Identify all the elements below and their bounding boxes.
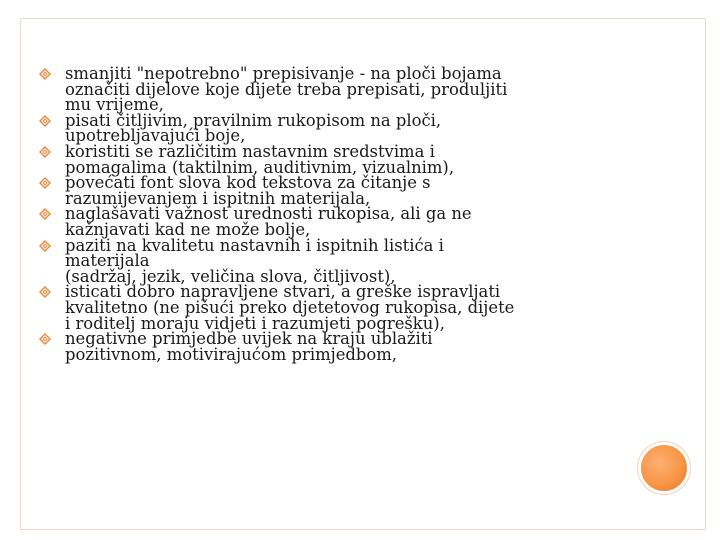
bullet-icon bbox=[39, 333, 51, 345]
slide-content bbox=[38, 66, 628, 362]
list-item bbox=[38, 110, 628, 146]
bullet-icon bbox=[39, 177, 51, 189]
list-item-line: naglašavati važnost urednosti rukopisa, ali ga ne bbox=[65, 204, 472, 224]
list-item-line: koristiti se različitim nastavnim sredstvima i bbox=[65, 141, 435, 161]
list-item-line: kažnjavati kad ne može bolje, bbox=[65, 219, 311, 239]
list-item-line: isticati dobro napravljene stvari, a greške ispravljati bbox=[65, 282, 501, 302]
list-item-line: označiti dijelove koje dijete treba prepisati, produljiti bbox=[65, 79, 508, 99]
list-item-line: i roditelj moraju vidjeti i razumjeti pogrešku), bbox=[65, 313, 445, 333]
list-item-line: paziti na kvalitetu nastavnih i ispitnih listića i bbox=[65, 235, 444, 255]
list-item bbox=[38, 206, 628, 237]
list-item bbox=[38, 235, 628, 286]
bullet-icon bbox=[39, 68, 51, 80]
list-item-line: kvalitetno (ne pišući preko djetetovog rukopisa, dijete bbox=[65, 297, 515, 317]
bullet-icon bbox=[39, 115, 51, 127]
list-item-line: pomagalima (taktilnim, auditivnim, vizualnim), bbox=[65, 157, 455, 177]
list-item-line: negativne primjedbe uvijek na kraju ublažiti bbox=[65, 329, 433, 349]
list-item-line: mu vrijeme, bbox=[65, 95, 164, 115]
list-item-line: smanjiti "nepotrebno" prepisivanje - na ploči bojama bbox=[65, 64, 502, 83]
list-item-line: upotrebljavajući boje, bbox=[65, 126, 246, 146]
bullet-list bbox=[38, 66, 628, 362]
bullet-icon bbox=[39, 208, 51, 220]
bullet-icon bbox=[39, 146, 51, 158]
bullet-icon bbox=[39, 240, 51, 252]
list-item bbox=[38, 175, 628, 206]
list-item-line: povećati font slova kod tekstova za čitanje s bbox=[65, 173, 431, 193]
list-item-line: materijala bbox=[65, 251, 150, 271]
list-item-line: pisati čitljivim, pravilnim rukopisom na ploči, bbox=[65, 110, 442, 130]
list-item bbox=[38, 141, 628, 177]
list-item bbox=[38, 284, 628, 331]
list-item-line: razumijevanjem i ispitnih materijala, bbox=[65, 188, 371, 208]
list-item bbox=[38, 331, 628, 362]
list-item bbox=[38, 66, 628, 113]
list-item-line: pozitivnom, motivirajućom primjedbom, bbox=[65, 344, 397, 364]
list-item-line: (sadržaj, jezik, veličina slova, čitljivost), bbox=[65, 266, 396, 286]
accent-circle bbox=[638, 442, 690, 494]
bullet-icon bbox=[39, 286, 51, 298]
